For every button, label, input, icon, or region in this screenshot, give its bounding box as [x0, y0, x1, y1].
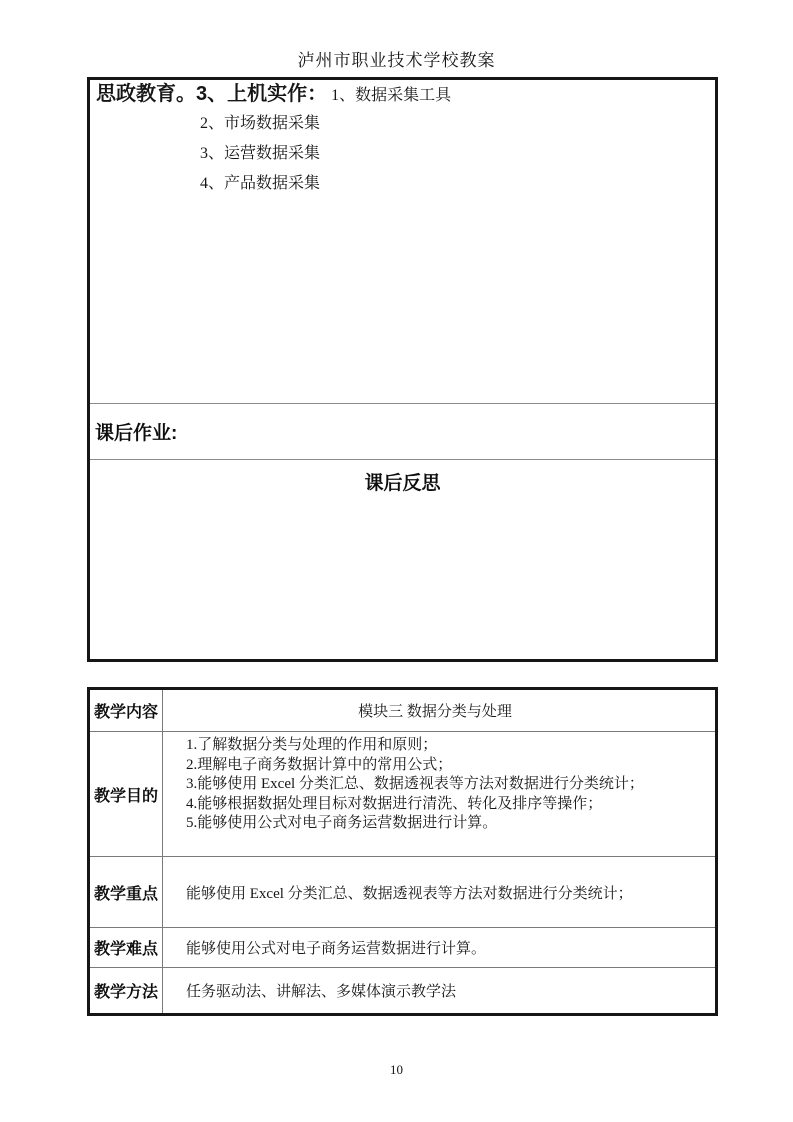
row-label-teaching-method: 教学方法 [90, 968, 163, 1013]
table-row-teaching-method [90, 967, 715, 1013]
teaching-focus-value: 能够使用 Excel 分类汇总、数据透视表等方法对数据进行分类统计； [186, 885, 633, 902]
teaching-content-value: 模块三 数据分类与处理 [358, 704, 512, 720]
table-row-teaching-focus [90, 856, 715, 927]
practice-heading-line [96, 82, 451, 108]
teaching-plan-table [87, 687, 718, 1016]
document-header-title: 泸州市职业技术学校教案 [297, 51, 496, 70]
teaching-objective-value [163, 732, 715, 856]
teaching-method-value: 任务驱动法、讲解法、多媒体演示教学法 [186, 984, 457, 1000]
practice-item-2: 2、市场数据采集 [200, 115, 321, 132]
lesson-activity-table [87, 77, 718, 662]
ideology-practice-heading: 思政教育。3、上机实作： [96, 83, 328, 105]
objective-line-3: 3.能够使用 Excel 分类汇总、数据透视表等方法对数据进行分类统计； [186, 776, 644, 792]
row-label-teaching-focus: 教学重点 [90, 857, 163, 927]
practice-item-4: 4、产品数据采集 [200, 175, 321, 192]
reflection-row [90, 459, 715, 659]
table-row-teaching-objective [90, 731, 715, 856]
practice-item-1: 1、数据采集工具 [331, 87, 452, 104]
objective-line-2: 2.理解电子商务数据计算中的常用公式； [186, 756, 453, 773]
row-label-teaching-difficulty: 教学难点 [90, 928, 163, 967]
objective-line-5: 5.能够使用公式对电子商务运营数据进行计算。 [186, 815, 498, 831]
objective-line-1: 1.了解数据分类与处理的作用和原则； [186, 737, 438, 753]
reflection-title: 课后反思 [364, 473, 441, 494]
table-row-teaching-difficulty [90, 927, 715, 967]
row-label-teaching-objective: 教学目的 [90, 732, 163, 856]
page-number: 10 [390, 1062, 403, 1077]
table-row-teaching-content [90, 690, 715, 731]
objective-line-4: 4.能够根据数据处理目标对数据进行清洗、转化及排序等操作； [186, 795, 603, 812]
teaching-difficulty-value: 能够使用公式对电子商务运营数据进行计算。 [186, 941, 487, 957]
practice-item-3: 3、运营数据采集 [200, 145, 321, 162]
practice-section-row [90, 80, 715, 403]
row-label-teaching-content: 教学内容 [90, 690, 163, 731]
homework-row [90, 403, 715, 459]
homework-label: 课后作业: [95, 423, 178, 444]
practice-item-list [200, 109, 320, 199]
